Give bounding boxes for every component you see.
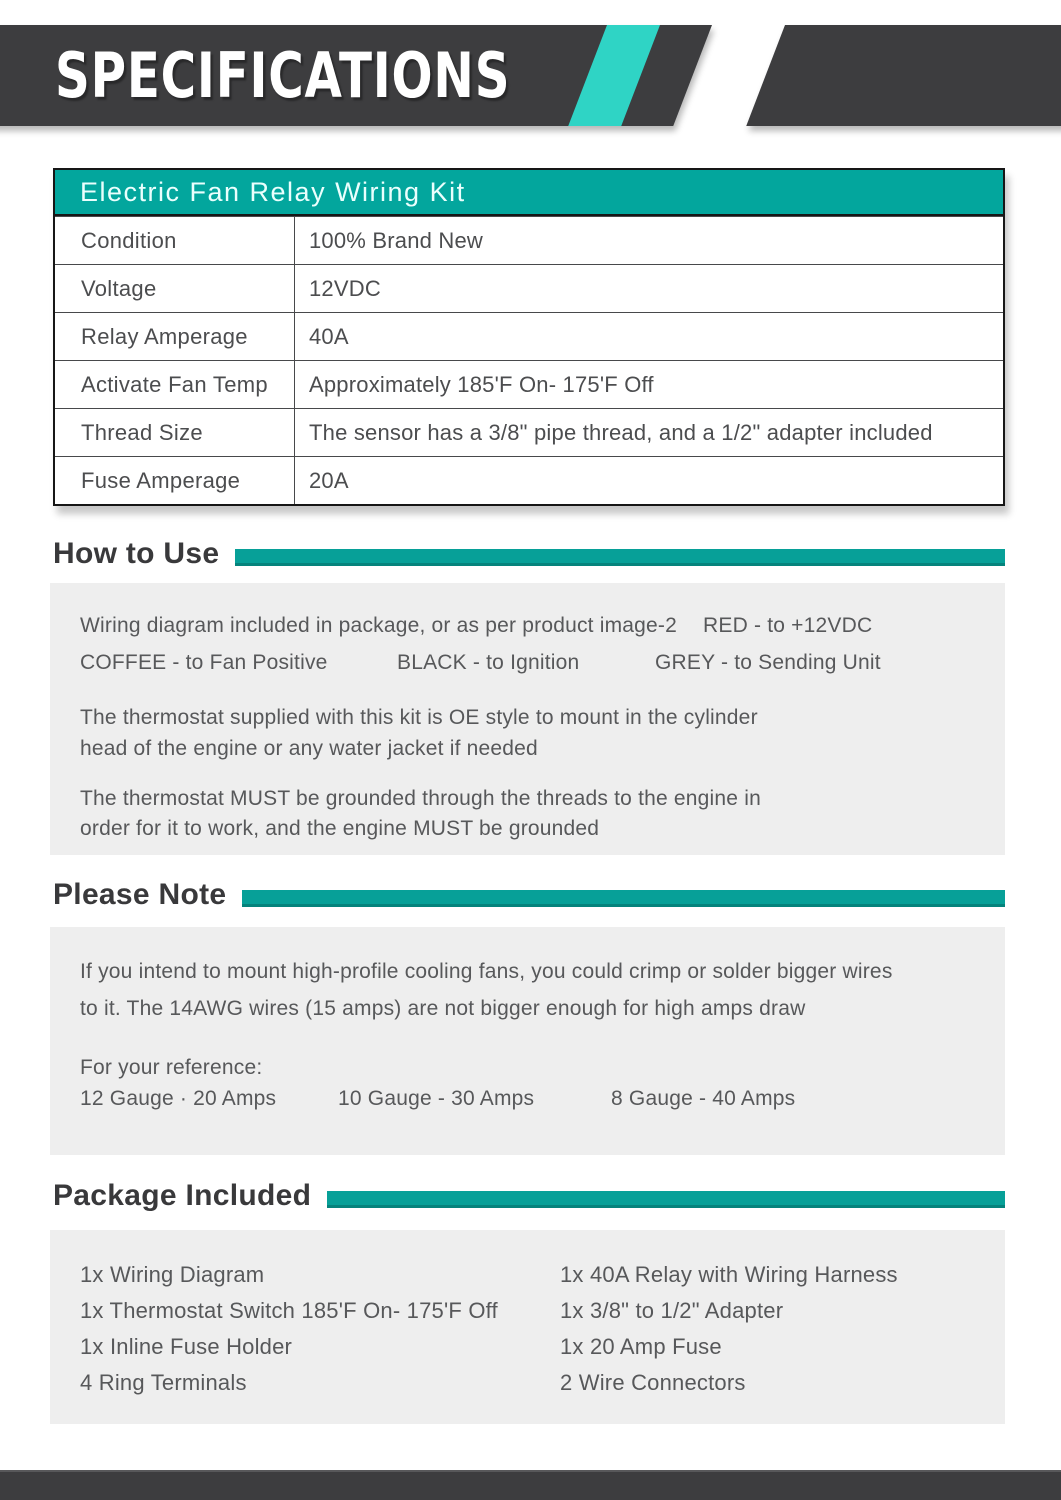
section-heading-how-to-use: How to Use: [53, 537, 220, 570]
teal-bar: [242, 890, 1005, 907]
ground-line-2: order for it to work, and the engine MUST be grounded: [80, 817, 600, 840]
package-item: 1x Wiring Diagram: [80, 1262, 265, 1287]
spec-table-title: Electric Fan Relay Wiring Kit: [55, 170, 1003, 216]
gauge-8: 8 Gauge - 40 Amps: [611, 1087, 796, 1110]
spec-value: 20A: [309, 467, 349, 493]
color-map-black: BLACK - to Ignition: [397, 651, 580, 674]
wiring-line: [80, 607, 985, 644]
gauge-line: [80, 1083, 985, 1114]
spec-label: Thread Size: [55, 409, 295, 456]
section-head-package-included: [53, 1180, 1005, 1212]
page-title: SPECIFICATIONS: [55, 39, 511, 112]
color-map-line: [80, 644, 985, 681]
spec-value: The sensor has a 3/8" pipe thread, and a 1/2" adapter included: [309, 419, 933, 445]
thermostat-paragraph: [80, 702, 985, 764]
teal-bar: [327, 1191, 1005, 1208]
teal-bar: [235, 549, 1005, 566]
thermostat-line-1: The thermostat supplied with this kit is OE style to mount in the cylinder: [80, 706, 758, 729]
package-included-content: [50, 1230, 1005, 1424]
how-to-use-content: [50, 583, 1005, 855]
note-line-2: to it. The 14AWG wires (15 amps) are not bigger enough for high amps draw: [80, 997, 806, 1020]
package-item: 1x 3/8" to 1/2" Adapter: [560, 1298, 784, 1323]
package-item: 1x Thermostat Switch 185'F On- 175'F Off: [80, 1298, 498, 1323]
table-row: [55, 408, 1003, 456]
reference-paragraph: [80, 1052, 985, 1114]
section-heading-package-included: Package Included: [53, 1179, 312, 1212]
please-note-content: [50, 927, 1005, 1155]
spec-label: Activate Fan Temp: [55, 361, 295, 408]
specifications-banner: [0, 25, 1061, 126]
thermostat-line-2: head of the engine or any water jacket if needed: [80, 737, 538, 760]
color-map-coffee: COFFEE - to Fan Positive: [80, 651, 328, 674]
package-column-right: [560, 1257, 1005, 1401]
note-paragraph: [80, 953, 985, 1027]
note-line-1: If you intend to mount high-profile cooling fans, you could crimp or solder bigger wires: [80, 960, 893, 983]
banner-right-dark-block: [746, 25, 1061, 126]
section-head-how-to-use: [53, 538, 1005, 570]
wiring-paragraph: [80, 607, 985, 681]
gauge-10: 10 Gauge - 30 Amps: [338, 1087, 535, 1110]
reference-label: For your reference:: [80, 1056, 263, 1079]
spec-value: 12VDC: [309, 275, 381, 301]
table-row: [55, 216, 1003, 264]
package-item: 4 Ring Terminals: [80, 1370, 247, 1395]
spec-value: 40A: [309, 323, 349, 349]
spec-value: Approximately 185'F On- 175'F Off: [309, 371, 654, 397]
spec-label: Relay Amperage: [55, 313, 295, 360]
package-item: 1x 20 Amp Fuse: [560, 1334, 722, 1359]
spec-label: Fuse Amperage: [55, 457, 295, 504]
table-row: [55, 264, 1003, 312]
package-item: 1x 40A Relay with Wiring Harness: [560, 1262, 898, 1287]
section-head-please-note: [53, 879, 1005, 911]
color-map-grey: GREY - to Sending Unit: [655, 651, 881, 674]
package-column-left: [80, 1257, 560, 1401]
section-heading-please-note: Please Note: [53, 878, 227, 911]
spec-table: [53, 168, 1005, 506]
gauge-12: 12 Gauge · 20 Amps: [80, 1087, 277, 1110]
spec-label: Condition: [55, 217, 295, 264]
wiring-line-red: RED - to +12VDC: [703, 614, 873, 637]
table-row: [55, 312, 1003, 360]
table-row: [55, 456, 1003, 504]
package-columns: [80, 1257, 1005, 1401]
spec-label: Voltage: [55, 265, 295, 312]
table-row: [55, 360, 1003, 408]
ground-line-1: The thermostat MUST be grounded through the threads to the engine in: [80, 787, 761, 810]
package-item: 2 Wire Connectors: [560, 1370, 746, 1395]
package-item: 1x Inline Fuse Holder: [80, 1334, 293, 1359]
footer-bar: [0, 1470, 1061, 1500]
spec-value: 100% Brand New: [309, 227, 484, 253]
ground-paragraph: [80, 784, 985, 844]
wiring-line-main: Wiring diagram included in package, or as per product image-2: [80, 614, 678, 637]
